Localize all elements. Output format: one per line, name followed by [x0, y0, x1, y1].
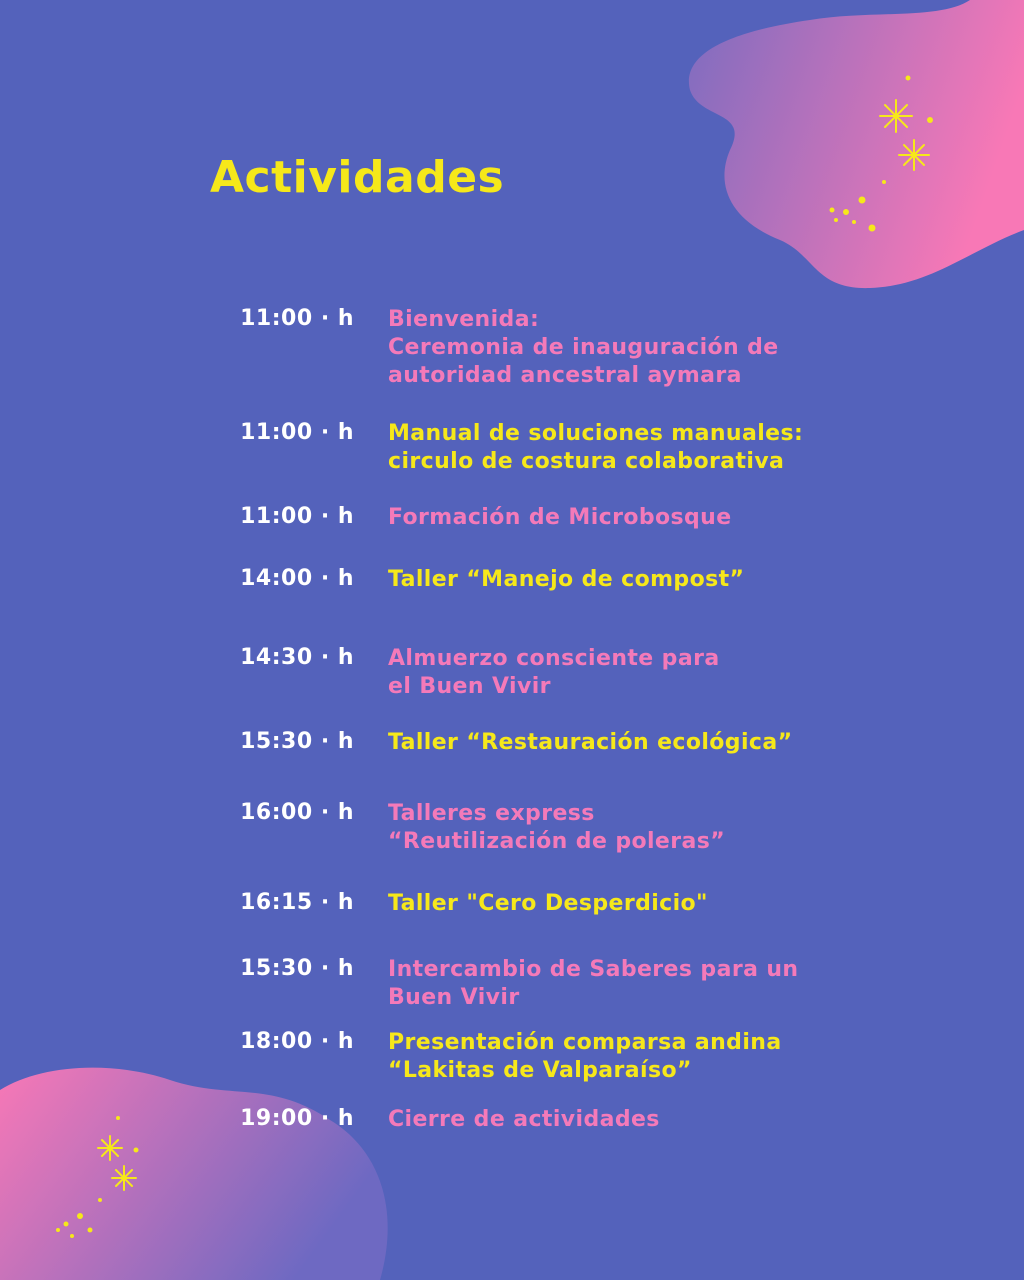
schedule-activity: [388, 566, 888, 594]
schedule-time: 16:00 · h: [240, 800, 354, 825]
activity-line: Formación de Microbosque: [388, 505, 732, 530]
schedule-time: 14:00 · h: [240, 566, 354, 591]
activity-line: el Buen Vivir: [388, 674, 551, 699]
activity-line: Taller “Restauración ecológica”: [388, 730, 793, 755]
schedule-activity: [388, 504, 888, 532]
activity-line: autoridad ancestral aymara: [388, 363, 742, 388]
decorative-blob-bottom: [0, 1060, 420, 1280]
schedule-time: 15:30 · h: [240, 729, 354, 754]
schedule-activity: [388, 1029, 888, 1085]
schedule-time: 11:00 · h: [240, 504, 354, 529]
activity-line: Cierre de actividades: [388, 1107, 660, 1132]
page-title: Actividades: [210, 152, 505, 203]
schedule-activity: [388, 729, 888, 757]
activity-line: “Lakitas de Valparaíso”: [388, 1058, 692, 1083]
activity-line: Taller “Manejo de compost”: [388, 567, 745, 592]
decorative-blob-top: [640, 0, 1024, 300]
schedule-activity: [388, 890, 888, 918]
schedule-activity: [388, 956, 888, 1012]
schedule-time: 16:15 · h: [240, 890, 354, 915]
activity-line: Intercambio de Saberes para un: [388, 957, 799, 982]
schedule-activity: [388, 1106, 888, 1134]
activity-line: Buen Vivir: [388, 985, 520, 1010]
schedule-time: 14:30 · h: [240, 645, 354, 670]
activity-line: Manual de soluciones manuales:: [388, 421, 804, 446]
schedule-time: 11:00 · h: [240, 420, 354, 445]
activity-line: Talleres express: [388, 801, 595, 826]
schedule-activity: [388, 306, 888, 390]
activity-line: Presentación comparsa andina: [388, 1030, 782, 1055]
schedule-activity: [388, 645, 888, 701]
schedule-activity: [388, 420, 888, 476]
activity-line: Taller "Cero Desperdicio": [388, 891, 708, 916]
activity-line: “Reutilización de poleras”: [388, 829, 726, 854]
activity-line: Bienvenida:: [388, 307, 540, 332]
schedule-time: 15:30 · h: [240, 956, 354, 981]
activity-line: Ceremonia de inauguración de: [388, 335, 779, 360]
schedule-activity: [388, 800, 888, 856]
activity-line: Almuerzo consciente para: [388, 646, 720, 671]
schedule-time: 19:00 · h: [240, 1106, 354, 1131]
schedule-time: 11:00 · h: [240, 306, 354, 331]
schedule-time: 18:00 · h: [240, 1029, 354, 1054]
activity-line: circulo de costura colaborativa: [388, 449, 785, 474]
